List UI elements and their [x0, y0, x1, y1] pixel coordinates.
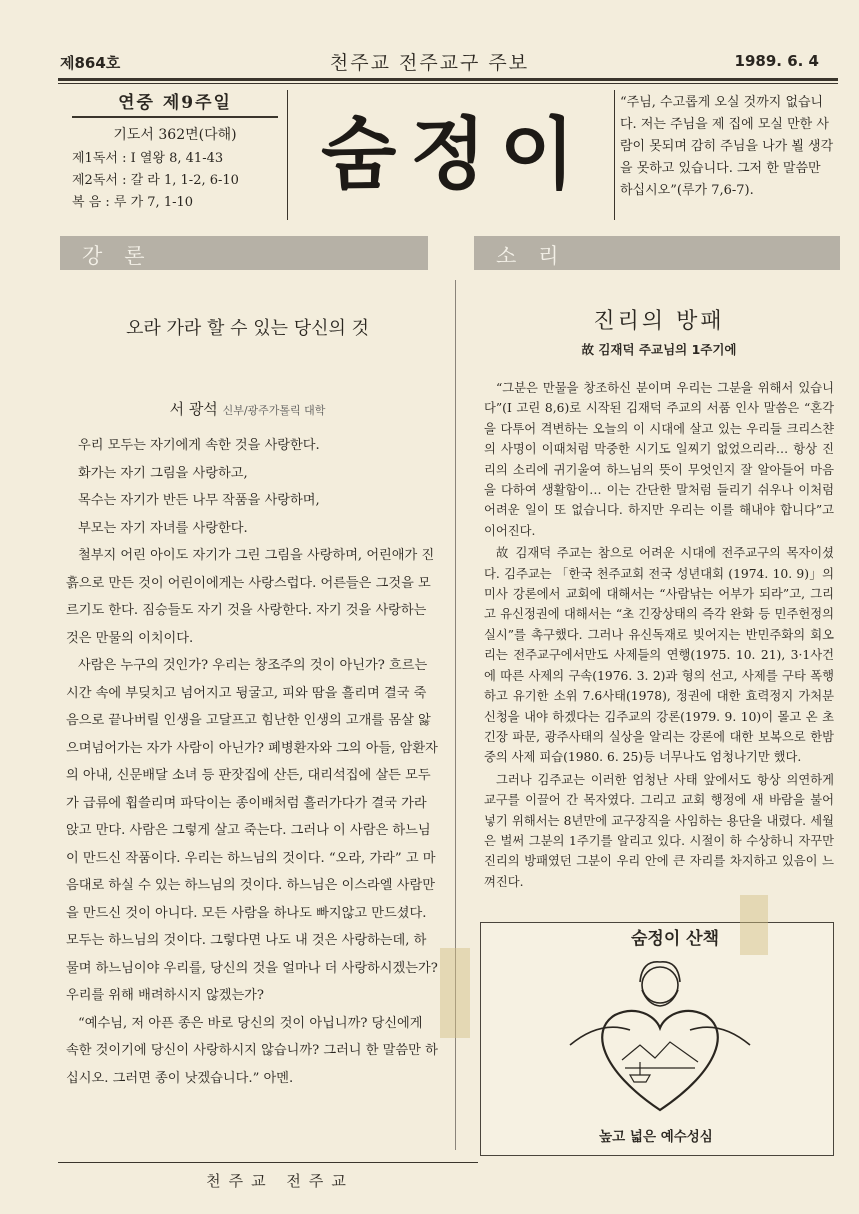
tape-mark	[440, 948, 470, 1038]
landscape	[622, 1042, 698, 1068]
essay-paragraph: 우리 모두는 자기에게 속한 것을 사랑한다.	[78, 438, 320, 453]
essay-paragraph: 부모는 자기 자녀를 사랑한다.	[78, 520, 248, 536]
header-rule-thin	[58, 83, 838, 84]
essay-author	[60, 398, 435, 419]
voice-band-label: 소리	[496, 244, 581, 268]
tape-mark	[740, 895, 768, 955]
prayer-book-page: 기도서 362면(다해)	[113, 127, 237, 143]
footer-rule	[58, 1162, 478, 1163]
head	[642, 967, 678, 1003]
essay-paragraph: “예수님, 저 아픈 종은 바로 당신의 것이 아닙니까? 당신에게 속한 것이기에 당신이 사랑하시지 않습니까? 그러니 한 말씀만 하십시오. 그러면 종이 낫겠습니다.” 아멘.	[66, 1015, 438, 1086]
masthead-divider-right	[614, 90, 615, 220]
article-paragraph: “그분은 만물을 창조하신 분이며 우리는 그분을 위해서 있습니다”(I 고린 8,6)로 시작된 김재덕 주교의 서품 인사 말씀은 “혼각을 다투어 격변하는 오늘의 이 시대에 살고 있는 우리들 크리스챤의 사명이 이때처럼 막중한 시기도 일찌기 없었으리라… 항상 진리의 소리에 귀기울여 하느님의 뜻이 무엇인지 잘 알아들어 마음을 다하여 생활함이… 이는 간단한 말처럼 들리기 쉬우나 이처럼 어려운 일이 또 없습니다. 하지만 우리는 이를 해내야 합니다”고 이어진다.	[484, 381, 834, 538]
article-title: 진리의 방패	[593, 309, 725, 334]
author-title: 신부/광주가톨릭 대학	[222, 404, 326, 417]
heart	[602, 1011, 718, 1110]
liturgy-week: 연중 제9주일	[72, 92, 278, 118]
cartoon-caption: 높고 넓은 예수성심	[599, 1129, 713, 1145]
author-name: 서 광석	[169, 400, 218, 418]
publication-name: 천주교 전주교구 주보	[329, 52, 530, 74]
article-paragraph: 그러나 김주교는 이러한 엄청난 사태 앞에서도 항상 의연하게 교구를 이끌어 간 목자였다. 그리고 교회 행정에 새 바람을 불어 넣기 위해서는 8년만에 교구장직을 사임하는 용단을 내렸다. 세월은 벌써 그분의 1주기를 알리고 있다. 시절이 하 수상하니 자꾸만 진리의 방패였던 그분이 우리 안에 큰 자리를 차지하고 있음이 느껴진다.	[484, 772, 834, 889]
masthead-divider-left	[287, 90, 288, 220]
essay-paragraph: 사람은 누구의 것인가? 우리는 창조주의 것이 아닌가? 흐르는 시간 속에 부딪치고 넘어지고 뒹굴고, 피와 땀을 흘리며 결국 죽음으로 끝나버릴 인생을 고달프고 힘난한 인생의 고개를 몸살 앓으며넘어가는 자가 사람이 아닌가? 폐병환자와 그의 아들, 암환자의 아내, 신문배달 소녀 등 판잣집에 산든, 대리석집에 살든 모두가 급류에 휩쓸리며 파닥이는 종이배처럼 흘러가다가 결국 가라앉고 만다. 사람은 그렇게 살고 죽는다. 그러나 이 사람은 하느님이 만드신 작품이다. 우리는 하느님의 것이다. “오라, 가라” 고 마음대로 하실 수 있는 하느님의 것이다. 하느님은 이스라엘 사람만을 만드신 것이 아니다. 모든 사람을 하나도 빠지않고 만드셨다. 모두는 하느님의 것이다. 그렇다면 나도 내 것은 사랑하는데, 하물며 하느님이야 우리를, 당신의 것을 얼마나 더 사랑하시겠는가? 우리를 위해 배려하시지 않겠는가?	[66, 658, 438, 1003]
cartoon-title: 숨정이 산책	[590, 924, 760, 949]
reading-gospel: 복 음 : 루 가 7, 1-10	[72, 195, 194, 210]
voice-band	[474, 236, 840, 270]
masthead-title: 숨정이	[320, 110, 590, 200]
reading-2: 제2독서 : 갈 라 1, 1-2, 6-10	[72, 173, 239, 188]
gospel-quote: “주님, 수고롭게 오실 것까지 없습니다. 저는 주님을 제 집에 모실 만한 사람이 못되며 감히 주님을 나가 뵐 생각을 못하고 있습니다. 그저 한 말씀만 하십시오”(루가 7,6-7).	[620, 95, 834, 198]
essay-paragraph: 철부지 어린 아이도 자기가 그린 그림을 사랑하며, 어린애가 진흙으로 만든 것이 어린이에게는 사랑스럽다. 어른들은 그것을 모르기도 한다. 짐승들도 자기 것을 사랑한다. 자기 것을 사랑하는 것은 만물의 이치이다.	[66, 548, 435, 646]
hair	[640, 962, 680, 1006]
essay-paragraph: 목수는 자기가 반든 나무 작품을 사랑하며,	[78, 493, 320, 508]
sacred-heart-illustration	[560, 950, 760, 1120]
article-subtitle: 故 김재덕 주교님의 1주기에	[581, 342, 737, 357]
boat	[630, 1062, 650, 1082]
issue-number: 제864호	[60, 54, 121, 72]
publication-date: 1989. 6. 4	[734, 52, 819, 70]
homily-band	[60, 236, 428, 270]
footer-text: 천주교 전주교	[206, 1172, 354, 1190]
essay-paragraph: 화가는 자기 그림을 사랑하고,	[78, 465, 248, 481]
article-paragraph: 故 김재덕 주교는 참으로 어려운 시대에 전주교구의 목자이셨다. 김주교는 「한국 천주교회 전국 성년대회 (1974. 10. 9)」의 미사 강론에서 교회에 대해서는 “사람낚는 어부가 되라”고, 그리고 유신정권에 대해서는 “초 긴장상태의 즉각 완화 등 민주헌정의 실시”를 촉구했다. 그러나 유신독재로 빚어지는 반민주화의 회오리는 전주교구에서만도 사제들의 연행(1975. 10. 21), 3·1사건에 따른 사제의 구속(1976. 3. 2)과 형의 선고, 사제를 구타 폭행하고 유기한 소위 7.6사태(1978), 정권에 대한 효력정지 가처분 신청을 내야 하겠다는 김주교의 강론(1979. 9. 10)이 몰고 온 초긴장 파문, 광주사태의 실상을 알리는 강론에 대한 보복으로 한밤중의 사제 피습(1980. 6. 25)등 너무나도 엄청나기만 했다.	[484, 546, 834, 765]
reading-1: 제1독서 : I 열왕 8, 41-43	[72, 151, 224, 166]
essay-title: 오라 가라 할 수 있는 당신의 것	[126, 318, 369, 339]
homily-band-label: 강론	[82, 244, 167, 268]
liturgy-box	[72, 92, 278, 214]
essay-body	[66, 432, 438, 1092]
header-rule	[58, 78, 838, 81]
article-body	[484, 378, 834, 894]
